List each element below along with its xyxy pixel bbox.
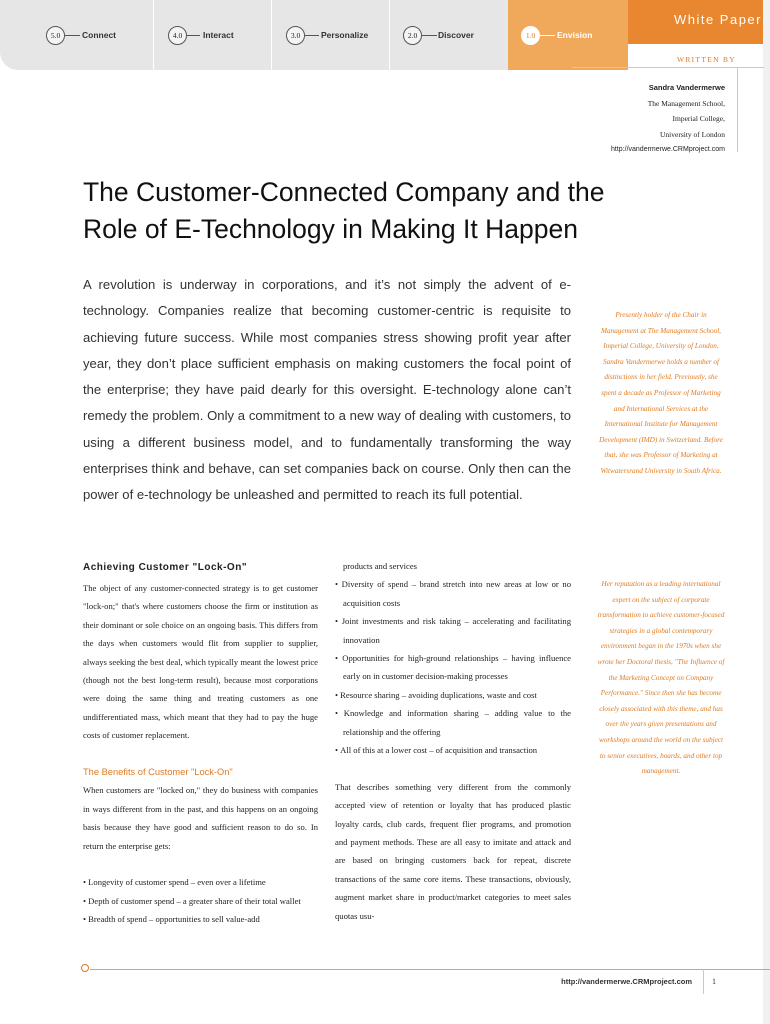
section-nav <box>0 0 628 70</box>
page-title: The Customer-Connected Company and the Role of E-Technology in Making It Happen <box>83 177 605 244</box>
doc-type-banner <box>628 0 770 44</box>
body-column-left <box>83 557 318 929</box>
list-item: • Breadth of spend – opportunities to sell value-add <box>83 910 318 928</box>
tab-connector <box>304 35 319 36</box>
author-bio: Her reputation as a leading international expert on the subject of corporate transformation to achieve customer-focused strategies in a global contemporary environment began in the 1970s when she wrote her Doctoral thesis, "The Influence of the Marketing Concept on Company Performance." Since then she has become closely associated with this theme, and has over the years given presentations and workshops around the world on the subject to senior executives, boards, and other top management. <box>597 580 725 776</box>
author-affiliation: The Management School, <box>647 98 725 108</box>
divider <box>737 67 738 152</box>
list-item: • Knowledge and information sharing – adding value to the relationship and the offering <box>335 704 571 741</box>
tab-number: 1.0 <box>521 26 540 45</box>
tab-label: Discover <box>438 30 474 40</box>
author-name: Sandra Vandermerwe <box>648 83 725 92</box>
body-column-right <box>335 557 571 925</box>
tab-label: Connect <box>82 30 116 40</box>
body-paragraph: The object of any customer-connected strategy is to get customer "lock-on;" that's where customers choose the firm or institution as their dominant or sole choice on an ongoing basis. This differs from the days when customers would flit from supplier to supplier, always seeking the best deal, which typically meant the lowest price (though not the best long-term result), because most corporations were doing the same thing and treating customers as one undifferentiated mass, which meant that they had to pay the huge costs of customer replacement. <box>83 583 318 741</box>
doc-type-label: White Paper <box>673 12 762 27</box>
footer-circle-icon <box>81 964 89 972</box>
author-bio: Presently holder of the Chair in Management at The Management School, Imperial College, University of London, Sandra Vandermerwe holds a number of distinctions in her field. Previously, she spent a decade as Professor of Marketing and International Services at the International Institute for Management Development (IMD) in Switzerland. Before that, she was Professor of Marketing at Witwatersrand University in South Africa. <box>599 311 723 475</box>
tab-connect[interactable] <box>0 0 127 70</box>
divider <box>703 969 704 994</box>
tab-number: 2.0 <box>403 26 422 45</box>
list-item: • Opportunities for high-ground relationships – having influence early on in customer decision-making processes <box>335 649 571 686</box>
written-by-label: WRITTEN BY <box>676 55 736 64</box>
divider <box>572 67 764 68</box>
tab-label: Envision <box>557 30 593 40</box>
tab-number: 3.0 <box>286 26 305 45</box>
list-item: • Diversity of spend – brand stretch into new areas at low or no acquisition costs <box>335 575 571 612</box>
tab-connector <box>186 35 200 36</box>
list-item: • All of this at a lower cost – of acquisition and transaction <box>335 741 571 759</box>
author-url[interactable]: http://vandermerwe.CRMproject.com <box>611 146 725 153</box>
author-affiliation: Imperial College, <box>672 114 725 123</box>
list-item: • Joint investments and risk taking – accelerating and facilitating innovation <box>335 612 571 649</box>
tab-number: 5.0 <box>46 26 65 45</box>
body-paragraph: When customers are "locked on," they do business with companies in ways different from in the past, and this happens on an ongoing basis because they have good and sufficient reason to do so. In return the enterprise gets: <box>83 785 318 851</box>
tab-connector <box>64 35 80 36</box>
list-item-continuation: products and services <box>343 561 417 571</box>
tab-discover[interactable] <box>389 0 508 70</box>
list-item: • Depth of customer spend – a greater share of their total wallet <box>83 892 318 910</box>
body-paragraph: That describes something very different from the commonly accepted view of retention or loyalty that has produced plastic loyalty cards, club cards, frequent flier programs, and promotion and payment methods. These are all easy to imitate and attack and are based on bringing customers back for repeat, discrete transactions of the same core items. These transactions, obviously, augment market share in product/market categories to meet sales quotas usu- <box>335 781 571 921</box>
benefits-list <box>83 873 318 928</box>
tab-interact[interactable] <box>153 0 271 70</box>
footer-rule <box>90 969 770 970</box>
list-item: • Resource sharing – avoiding duplications, waste and cost <box>335 686 571 704</box>
tab-number: 4.0 <box>168 26 187 45</box>
tab-connector <box>539 35 555 36</box>
benefits-list <box>335 575 571 759</box>
tab-label: Interact <box>203 30 234 40</box>
list-item: • Longevity of customer spend – even over a lifetime <box>83 873 318 891</box>
page-edge <box>763 0 770 1024</box>
subsection-heading: The Benefits of Customer "Lock-On" <box>83 767 233 778</box>
tab-label: Personalize <box>321 30 369 40</box>
author-affiliation: University of London <box>660 129 725 139</box>
tab-personalize[interactable] <box>271 0 389 70</box>
tab-connector <box>421 35 437 36</box>
page-number: 1 <box>712 977 716 986</box>
intro-paragraph: A revolution is underway in corporations, and it’s not simply the advent of e-technology. Companies realize that becoming customer-centric is requisite to achieving future success. While most companies stress showing profit year after year, they don’t place sufficient emphasis on making customers the focal point of the enterprise; they have paid dearly for this oversight. E-technology alone can’t remedy the problem. Only a commitment to a new way of dealing with customers, to using a different business model, and to fundamentally transforming the way enterprises think and behave, can set companies back on course. Only then can the power of e-technology be unleashed and permitted to reach its full potential. <box>83 277 571 503</box>
footer-url-link[interactable]: http://vandermerwe.CRMproject.com <box>561 977 692 986</box>
section-heading: Achieving Customer "Lock-On" <box>83 562 248 573</box>
author-block <box>560 80 725 158</box>
